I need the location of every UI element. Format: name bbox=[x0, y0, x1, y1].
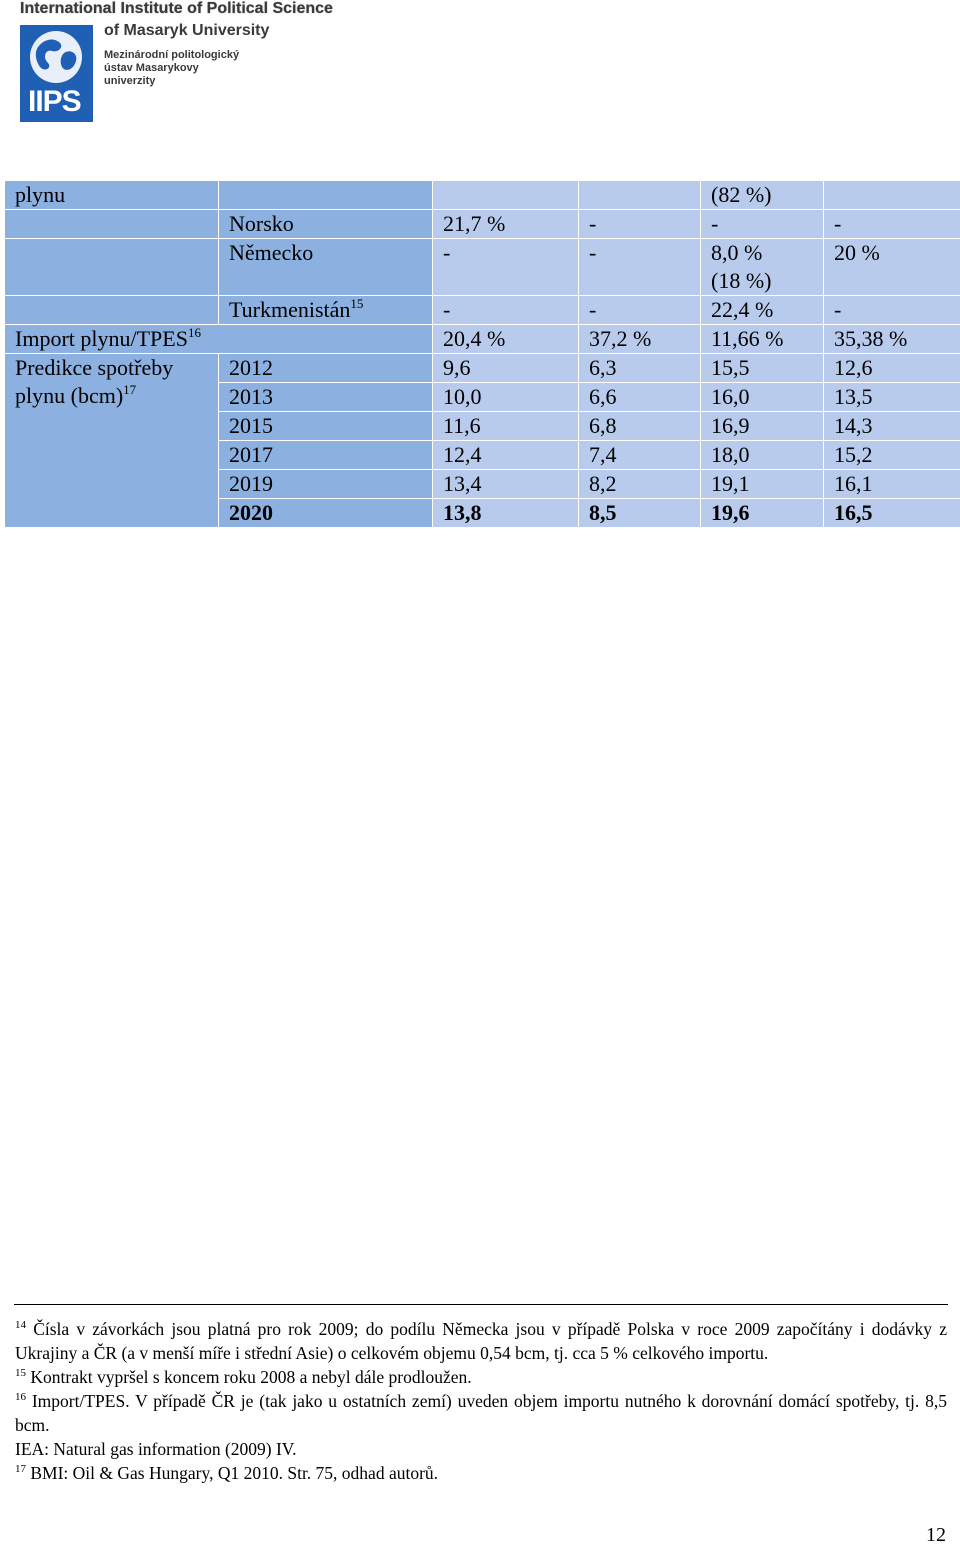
table-cell: 16,1 bbox=[824, 470, 960, 499]
table-cell bbox=[5, 325, 433, 354]
table-cell: 2019 bbox=[219, 470, 433, 499]
table-cell: 2013 bbox=[219, 383, 433, 412]
table-cell: 15,5 bbox=[701, 354, 824, 383]
footnote-text: Čísla v závorkách jsou platná pro rok 2009; do podílu Německa jsou v případě Polska v roce 2009 započítány i dodávky z Ukrajiny a ČR (a v menší míře i střední Asie) o celkovém objemu 0,54 bcm, tj. cca 5 % celkového importu. bbox=[15, 1319, 947, 1363]
iips-logo bbox=[20, 25, 93, 122]
gas-data-table bbox=[4, 180, 960, 528]
institute-name-en-2: of Masaryk University bbox=[104, 22, 270, 39]
table-cell bbox=[5, 210, 219, 239]
table-cell: 8,2 bbox=[579, 470, 701, 499]
table-row bbox=[5, 296, 960, 325]
table-cell bbox=[5, 239, 219, 296]
table-row bbox=[5, 210, 960, 239]
table-row bbox=[5, 181, 960, 210]
table-cell: 11,6 bbox=[433, 412, 579, 441]
table-cell: 15,2 bbox=[824, 441, 960, 470]
forecast-label-cell bbox=[5, 354, 219, 528]
table-cell: 12,6 bbox=[824, 354, 960, 383]
table-cell: 2015 bbox=[219, 412, 433, 441]
logo-iips-text: IIPS bbox=[28, 85, 81, 118]
footnote-ref: 16 bbox=[187, 325, 201, 340]
footnote bbox=[15, 1389, 947, 1437]
table-cell: 6,8 bbox=[579, 412, 701, 441]
table-cell: 8,5 bbox=[579, 499, 701, 528]
table-cell: 2017 bbox=[219, 441, 433, 470]
table-cell: 2012 bbox=[219, 354, 433, 383]
table-cell: 13,4 bbox=[433, 470, 579, 499]
footnote-number: 17 bbox=[15, 1463, 26, 1475]
table-cell: - bbox=[579, 296, 701, 325]
table-cell: 7,4 bbox=[579, 441, 701, 470]
footnote-text: Import/TPES. V případě ČR je (tak jako u ostatních zemí) uveden objem importu nutného k dorovnání domácí spotřeby, tj. 8,5 bcm. bbox=[15, 1391, 947, 1435]
table-cell: 6,3 bbox=[579, 354, 701, 383]
footnote-number: 15 bbox=[15, 1367, 26, 1379]
table-cell: - bbox=[701, 210, 824, 239]
page-number: 12 bbox=[926, 1524, 946, 1546]
table-cell bbox=[824, 181, 960, 210]
table-cell: - bbox=[579, 239, 701, 296]
footnote-ref: 15 bbox=[350, 296, 364, 311]
table-cell: plynu bbox=[5, 181, 219, 210]
institute-name-cz bbox=[104, 49, 239, 88]
table-cell: 22,4 % bbox=[701, 296, 824, 325]
table-cell: - bbox=[824, 296, 960, 325]
table-cell: 20,4 % bbox=[433, 325, 579, 354]
footnote bbox=[15, 1437, 947, 1461]
table-cell: - bbox=[433, 239, 579, 296]
table-cell: 37,2 % bbox=[579, 325, 701, 354]
table-cell: 2020 bbox=[219, 499, 433, 528]
table-cell: 12,4 bbox=[433, 441, 579, 470]
table-cell bbox=[219, 296, 433, 325]
cz-line-3: univerzity bbox=[104, 75, 156, 87]
table-cell: 16,0 bbox=[701, 383, 824, 412]
footnote-divider bbox=[14, 1304, 948, 1305]
table-cell: 21,7 % bbox=[433, 210, 579, 239]
footnote bbox=[15, 1365, 947, 1389]
table-cell: 16,5 bbox=[824, 499, 960, 528]
table-cell bbox=[579, 181, 701, 210]
table-cell: Německo bbox=[219, 239, 433, 296]
table-cell: - bbox=[433, 296, 579, 325]
footnote bbox=[15, 1317, 947, 1365]
table-cell bbox=[433, 181, 579, 210]
table-cell: 13,8 bbox=[433, 499, 579, 528]
cz-line-1: Mezinárodní politologický bbox=[104, 49, 240, 61]
table-cell: Norsko bbox=[219, 210, 433, 239]
forecast-label: Predikce spotřeby plynu (bcm) bbox=[15, 355, 174, 408]
footnote-ref: 17 bbox=[123, 382, 137, 397]
footnote-number: 16 bbox=[15, 1391, 26, 1403]
table-cell: 8,0 % (18 %) bbox=[701, 239, 824, 296]
footnote-text: Kontrakt vypršel s koncem roku 2008 a nebyl dále prodloužen. bbox=[30, 1367, 472, 1387]
footnote-number: 14 bbox=[15, 1319, 26, 1331]
row-label: Import plynu/TPES bbox=[15, 326, 188, 351]
table-cell bbox=[5, 296, 219, 325]
globe-icon bbox=[24, 29, 88, 85]
table-cell: 19,1 bbox=[701, 470, 824, 499]
table-cell: - bbox=[579, 210, 701, 239]
table-cell bbox=[219, 181, 433, 210]
table-cell: 18,0 bbox=[701, 441, 824, 470]
institute-logo-header bbox=[18, 0, 358, 125]
footnote-text: IEA: Natural gas information (2009) IV. bbox=[15, 1439, 297, 1459]
table-cell: 19,6 bbox=[701, 499, 824, 528]
country-label: Turkmenistán bbox=[229, 297, 351, 322]
footnote-text: BMI: Oil & Gas Hungary, Q1 2010. Str. 75, odhad autorů. bbox=[30, 1463, 439, 1483]
table-cell: 10,0 bbox=[433, 383, 579, 412]
table-cell: - bbox=[824, 210, 960, 239]
table-cell: 13,5 bbox=[824, 383, 960, 412]
table-row bbox=[5, 354, 960, 383]
table-cell: 16,9 bbox=[701, 412, 824, 441]
cz-line-2: ústav Masarykovy bbox=[104, 62, 199, 74]
table-row bbox=[5, 239, 960, 296]
table-cell: 14,3 bbox=[824, 412, 960, 441]
table-cell: 6,6 bbox=[579, 383, 701, 412]
institute-name-en: International Institute of Political Science bbox=[20, 0, 333, 17]
table-row bbox=[5, 325, 960, 354]
table-cell: 20 % bbox=[824, 239, 960, 296]
table-cell: 35,38 % bbox=[824, 325, 960, 354]
footnotes bbox=[15, 1317, 947, 1485]
table-cell: 9,6 bbox=[433, 354, 579, 383]
table-cell: (82 %) bbox=[701, 181, 824, 210]
footnote bbox=[15, 1461, 947, 1485]
table-cell: 11,66 % bbox=[701, 325, 824, 354]
